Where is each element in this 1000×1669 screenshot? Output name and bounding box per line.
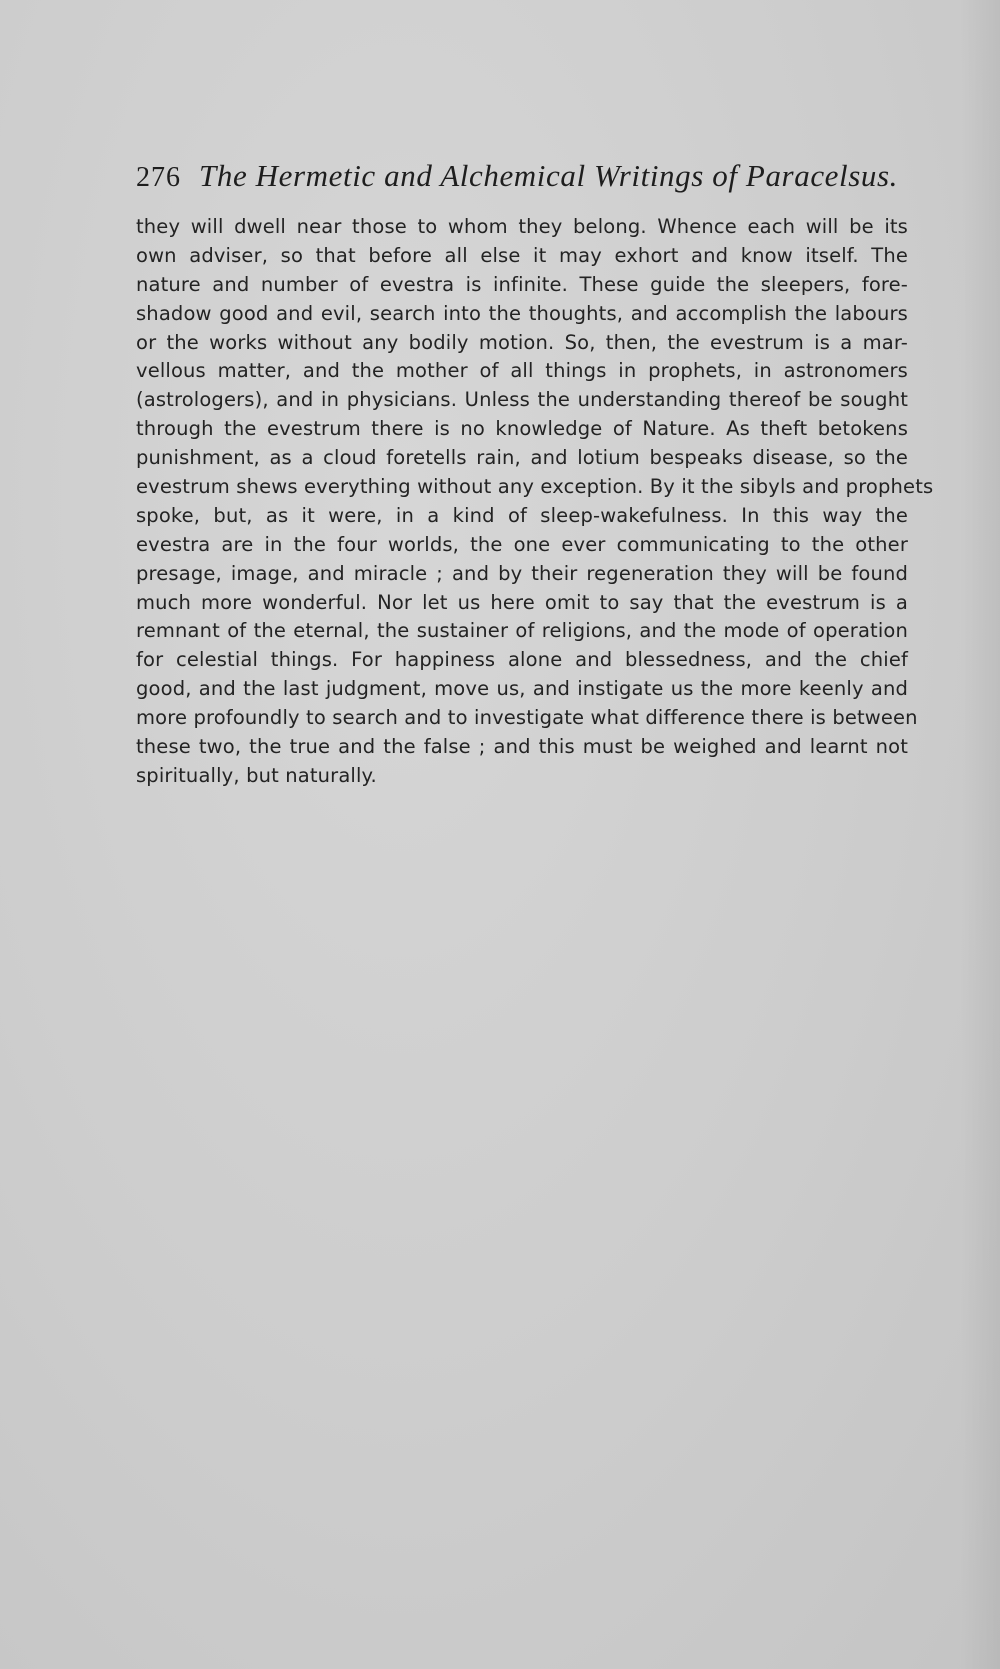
text-line: evestra are in the four worlds, the one ever communicating to the other (136, 532, 908, 556)
text-line: vellous matter, and the mother of all things in prophets, in astronomers (136, 359, 908, 383)
running-title: The Hermetic and Alchemical Writings of Paracelsus. (199, 158, 899, 193)
text-line: punishment, as a cloud foretells rain, and lotium bespeaks disease, so the (136, 446, 908, 470)
text-line: presage, image, and miracle ; and by their regeneration they will be found (136, 561, 908, 585)
text-line: spoke, but, as it were, in a kind of sleep-wakefulness. In this way the (136, 503, 908, 527)
text-line: shadow good and evil, search into the thoughts, and accomplish the labours (136, 301, 908, 325)
text-line: through the evestrum there is no knowledge of Nature. As theft betokens (136, 417, 908, 441)
running-head (136, 158, 899, 202)
text-line: these two, the true and the false ; and this must be weighed and learnt not (136, 735, 908, 759)
text-line: remnant of the eternal, the sustainer of religions, and the mode of operation (136, 619, 908, 643)
text-line-last: spiritually, but naturally. (136, 763, 377, 787)
text-line: they will dwell near those to whom they belong. Whence each will be its (136, 215, 908, 238)
text-line: or the works without any bodily motion. So, then, the evestrum is a mar- (136, 330, 908, 354)
text-line: good, and the last judgment, move us, and instigate us the more keenly and (136, 677, 908, 701)
body-paragraph (136, 213, 934, 791)
page-number: 276 (136, 162, 181, 193)
text-line: own adviser, so that before all else it may exhort and know itself. The (136, 243, 908, 267)
text-line: nature and number of evestra is infinite. These guide the sleepers, fore- (136, 272, 908, 296)
text-line: (astrologers), and in physicians. Unless the understanding thereof be sought (136, 388, 908, 412)
text-line: for celestial things. For happiness alone and blessedness, and the chief (136, 648, 908, 672)
text-line: much more wonderful. Nor let us here omit to say that the evestrum is a (136, 590, 908, 614)
text-line: more profoundly to search and to investigate what difference there is between (136, 706, 918, 730)
text-line: evestrum shews everything without any exception. By it the sibyls and prophets (136, 475, 934, 499)
page-edge-shadow (960, 0, 1000, 1669)
